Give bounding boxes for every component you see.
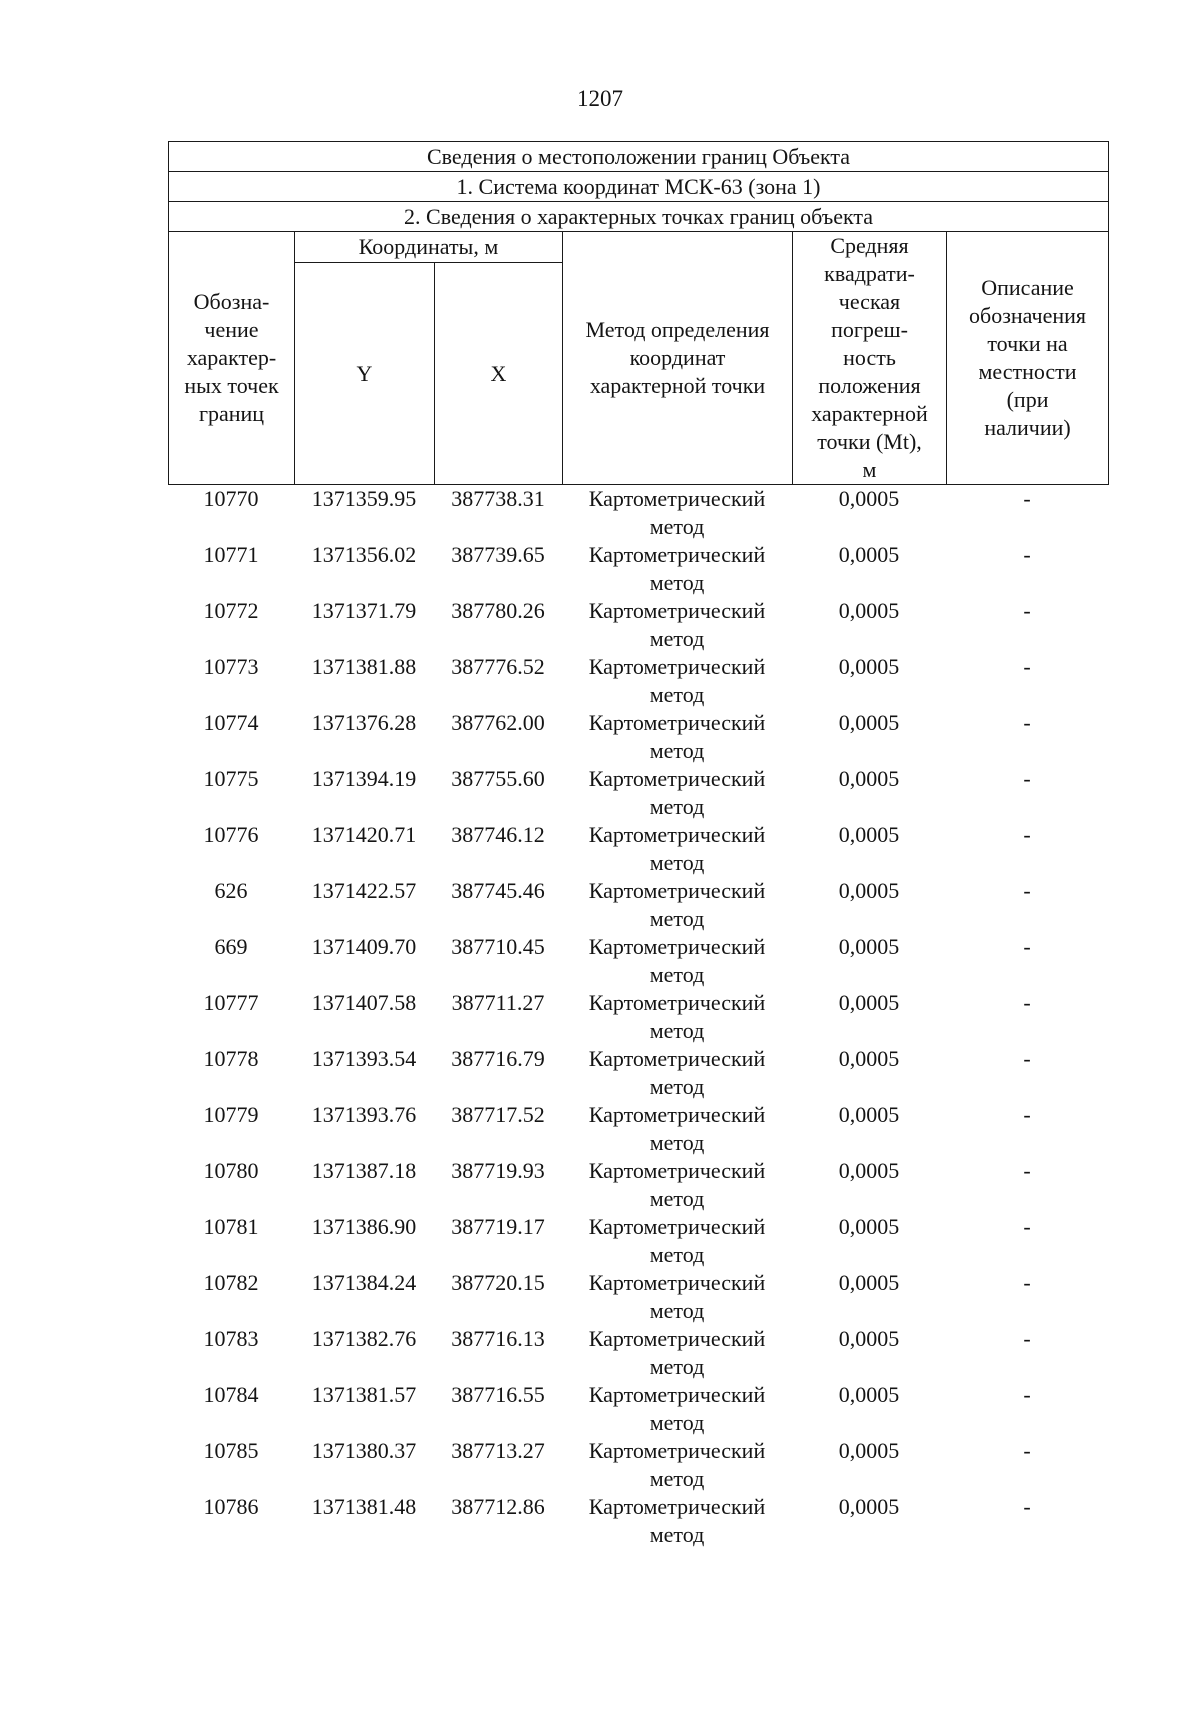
cell-method-line-2: метод bbox=[649, 570, 705, 595]
cell-error: 0,0005 bbox=[838, 486, 900, 511]
cell-method-line-1: Картометрический bbox=[588, 934, 766, 959]
cell-y: 1371359.95 bbox=[311, 486, 417, 511]
cell-method-line-1: Картометрический bbox=[588, 1102, 766, 1127]
cell-x: 387738.31 bbox=[451, 486, 545, 511]
cell-method bbox=[562, 1381, 792, 1437]
cell-x: 387746.12 bbox=[451, 822, 545, 847]
cell-x: 387716.13 bbox=[451, 1326, 545, 1351]
cell-error: 0,0005 bbox=[838, 1214, 900, 1239]
cell-method bbox=[562, 821, 792, 877]
column-description: Описание обозначения точки на местности (при наличии) bbox=[947, 232, 1109, 485]
cell-method bbox=[562, 709, 792, 765]
cell-x: 387776.52 bbox=[451, 654, 545, 679]
cell-error: 0,0005 bbox=[838, 710, 900, 735]
cell-method-line-2: метод bbox=[649, 1298, 705, 1323]
table-row bbox=[168, 1493, 1108, 1549]
cell-point: 10782 bbox=[203, 1270, 259, 1295]
cell-point: 10781 bbox=[203, 1214, 259, 1239]
table-row bbox=[168, 653, 1108, 709]
cell-method bbox=[562, 1493, 792, 1549]
boundary-points-table bbox=[168, 141, 1108, 1549]
cell-method-line-2: метод bbox=[649, 738, 705, 763]
cell-method-line-1: Картометрический bbox=[588, 1046, 766, 1071]
cell-description: - bbox=[1023, 1382, 1031, 1407]
cell-method-line-2: метод bbox=[649, 1410, 705, 1435]
cell-point: 10770 bbox=[203, 486, 259, 511]
table-row bbox=[168, 485, 1108, 541]
cell-method-line-1: Картометрический bbox=[588, 598, 766, 623]
column-method: Метод определения координат характерной точки bbox=[563, 232, 793, 485]
cell-point: 669 bbox=[214, 934, 248, 959]
cell-method-line-1: Картометрический bbox=[588, 990, 766, 1015]
cell-error: 0,0005 bbox=[838, 1046, 900, 1071]
cell-description: - bbox=[1023, 1270, 1031, 1295]
cell-x: 387755.60 bbox=[451, 766, 545, 791]
cell-error: 0,0005 bbox=[838, 934, 900, 959]
table-row bbox=[168, 709, 1108, 765]
cell-method-line-2: метод bbox=[649, 850, 705, 875]
cell-x: 387710.45 bbox=[451, 934, 545, 959]
table-row bbox=[168, 1101, 1108, 1157]
cell-description: - bbox=[1023, 878, 1031, 903]
cell-y: 1371380.37 bbox=[311, 1438, 417, 1463]
cell-x: 387720.15 bbox=[451, 1270, 545, 1295]
cell-x: 387719.93 bbox=[451, 1158, 545, 1183]
cell-method-line-1: Картометрический bbox=[588, 486, 766, 511]
cell-y: 1371381.48 bbox=[311, 1494, 417, 1519]
cell-description: - bbox=[1023, 1102, 1031, 1127]
cell-point: 10772 bbox=[203, 598, 259, 623]
cell-method bbox=[562, 933, 792, 989]
header-title: Сведения о местоположении границ Объекта bbox=[169, 142, 1109, 172]
cell-x: 387717.52 bbox=[451, 1102, 545, 1127]
cell-description: - bbox=[1023, 1494, 1031, 1519]
cell-method-line-1: Картометрический bbox=[588, 1214, 766, 1239]
cell-method bbox=[562, 485, 792, 541]
cell-description: - bbox=[1023, 766, 1031, 791]
column-x: X bbox=[435, 263, 563, 485]
column-coordinates: Координаты, м bbox=[295, 232, 563, 263]
cell-description: - bbox=[1023, 598, 1031, 623]
cell-error: 0,0005 bbox=[838, 1158, 900, 1183]
cell-method-line-2: метод bbox=[649, 1466, 705, 1491]
cell-error: 0,0005 bbox=[838, 1494, 900, 1519]
cell-method bbox=[562, 1437, 792, 1493]
cell-method bbox=[562, 597, 792, 653]
cell-method bbox=[562, 1157, 792, 1213]
cell-method-line-2: метод bbox=[649, 1522, 705, 1547]
header-section: 2. Сведения о характерных точках границ объекта bbox=[169, 202, 1109, 232]
table-row bbox=[168, 1213, 1108, 1269]
cell-method-line-1: Картометрический bbox=[588, 822, 766, 847]
cell-method-line-1: Картометрический bbox=[588, 1326, 766, 1351]
cell-error: 0,0005 bbox=[838, 598, 900, 623]
cell-point: 10784 bbox=[203, 1382, 259, 1407]
column-y: Y bbox=[295, 263, 435, 485]
table-row bbox=[168, 541, 1108, 597]
table-row bbox=[168, 1157, 1108, 1213]
cell-point: 10783 bbox=[203, 1326, 259, 1351]
cell-method-line-1: Картометрический bbox=[588, 710, 766, 735]
cell-description: - bbox=[1023, 710, 1031, 735]
cell-description: - bbox=[1023, 1438, 1031, 1463]
cell-method-line-1: Картометрический bbox=[588, 1438, 766, 1463]
cell-method-line-1: Картометрический bbox=[588, 542, 766, 567]
cell-error: 0,0005 bbox=[838, 1382, 900, 1407]
page-number: 1207 bbox=[577, 86, 623, 111]
cell-method-line-1: Картометрический bbox=[588, 1158, 766, 1183]
cell-y: 1371387.18 bbox=[311, 1158, 417, 1183]
cell-y: 1371356.02 bbox=[311, 542, 417, 567]
cell-method-line-2: метод bbox=[649, 682, 705, 707]
cell-y: 1371386.90 bbox=[311, 1214, 417, 1239]
cell-y: 1371376.28 bbox=[311, 710, 417, 735]
cell-y: 1371407.58 bbox=[311, 990, 417, 1015]
cell-point: 626 bbox=[214, 878, 248, 903]
cell-method-line-1: Картометрический bbox=[588, 654, 766, 679]
cell-point: 10779 bbox=[203, 1102, 259, 1127]
cell-y: 1371393.76 bbox=[311, 1102, 417, 1127]
cell-method-line-2: метод bbox=[649, 626, 705, 651]
table-body bbox=[168, 485, 1108, 1549]
cell-point: 10774 bbox=[203, 710, 259, 735]
cell-y: 1371371.79 bbox=[311, 598, 417, 623]
cell-method bbox=[562, 653, 792, 709]
cell-description: - bbox=[1023, 822, 1031, 847]
cell-method bbox=[562, 1101, 792, 1157]
table-row bbox=[168, 765, 1108, 821]
cell-error: 0,0005 bbox=[838, 1270, 900, 1295]
cell-error: 0,0005 bbox=[838, 1102, 900, 1127]
cell-method bbox=[562, 877, 792, 933]
cell-description: - bbox=[1023, 934, 1031, 959]
cell-y: 1371409.70 bbox=[311, 934, 417, 959]
cell-method-line-1: Картометрический bbox=[588, 1494, 766, 1519]
header-coordinate-system: 1. Система координат МСК-63 (зона 1) bbox=[169, 172, 1109, 202]
cell-method-line-1: Картометрический bbox=[588, 766, 766, 791]
cell-error: 0,0005 bbox=[838, 878, 900, 903]
cell-method bbox=[562, 541, 792, 597]
cell-method bbox=[562, 765, 792, 821]
cell-method-line-2: метод bbox=[649, 1186, 705, 1211]
cell-x: 387719.17 bbox=[451, 1214, 545, 1239]
cell-x: 387739.65 bbox=[451, 542, 545, 567]
cell-y: 1371381.57 bbox=[311, 1382, 417, 1407]
cell-point: 10777 bbox=[203, 990, 259, 1015]
cell-method-line-2: метод bbox=[649, 1242, 705, 1267]
cell-x: 387762.00 bbox=[451, 710, 545, 735]
table-row bbox=[168, 877, 1108, 933]
cell-x: 387716.79 bbox=[451, 1046, 545, 1071]
column-point-label: Обозна- чение характер- ных точек границ bbox=[169, 232, 295, 485]
cell-x: 387716.55 bbox=[451, 1382, 545, 1407]
table-header bbox=[168, 141, 1109, 485]
cell-error: 0,0005 bbox=[838, 1438, 900, 1463]
cell-method bbox=[562, 1045, 792, 1101]
cell-point: 10780 bbox=[203, 1158, 259, 1183]
cell-description: - bbox=[1023, 1158, 1031, 1183]
cell-point: 10785 bbox=[203, 1438, 259, 1463]
cell-method-line-2: метод bbox=[649, 1074, 705, 1099]
cell-method-line-2: метод bbox=[649, 1354, 705, 1379]
cell-point: 10778 bbox=[203, 1046, 259, 1071]
cell-method-line-1: Картометрический bbox=[588, 1382, 766, 1407]
cell-error: 0,0005 bbox=[838, 822, 900, 847]
cell-method-line-1: Картометрический bbox=[588, 1270, 766, 1295]
cell-x: 387711.27 bbox=[451, 990, 545, 1015]
cell-x: 387713.27 bbox=[451, 1438, 545, 1463]
cell-description: - bbox=[1023, 1046, 1031, 1071]
cell-description: - bbox=[1023, 1326, 1031, 1351]
cell-method-line-2: метод bbox=[649, 906, 705, 931]
cell-y: 1371394.19 bbox=[311, 766, 417, 791]
cell-method bbox=[562, 1213, 792, 1269]
cell-y: 1371381.88 bbox=[311, 654, 417, 679]
column-mean-error: Средняя квадрати- ческая погреш- ность положения характерной точки (Mt), м bbox=[793, 232, 947, 485]
cell-x: 387780.26 bbox=[451, 598, 545, 623]
cell-error: 0,0005 bbox=[838, 1326, 900, 1351]
cell-description: - bbox=[1023, 542, 1031, 567]
table-row bbox=[168, 821, 1108, 877]
cell-x: 387712.86 bbox=[451, 1494, 545, 1519]
cell-point: 10786 bbox=[203, 1494, 259, 1519]
cell-method-line-2: метод bbox=[649, 962, 705, 987]
cell-method-line-2: метод bbox=[649, 1018, 705, 1043]
cell-method-line-2: метод bbox=[649, 1130, 705, 1155]
cell-error: 0,0005 bbox=[838, 990, 900, 1015]
cell-y: 1371384.24 bbox=[311, 1270, 417, 1295]
cell-description: - bbox=[1023, 654, 1031, 679]
cell-error: 0,0005 bbox=[838, 766, 900, 791]
cell-y: 1371420.71 bbox=[311, 822, 417, 847]
table-row bbox=[168, 597, 1108, 653]
cell-point: 10773 bbox=[203, 654, 259, 679]
cell-point: 10776 bbox=[203, 822, 259, 847]
cell-y: 1371382.76 bbox=[311, 1326, 417, 1351]
table-row bbox=[168, 1269, 1108, 1325]
cell-description: - bbox=[1023, 486, 1031, 511]
cell-method bbox=[562, 1269, 792, 1325]
table-row bbox=[168, 1045, 1108, 1101]
cell-method-line-2: метод bbox=[649, 794, 705, 819]
cell-error: 0,0005 bbox=[838, 542, 900, 567]
table-row bbox=[168, 933, 1108, 989]
cell-error: 0,0005 bbox=[838, 654, 900, 679]
cell-method bbox=[562, 1325, 792, 1381]
cell-y: 1371422.57 bbox=[311, 878, 417, 903]
cell-point: 10771 bbox=[203, 542, 259, 567]
cell-x: 387745.46 bbox=[451, 878, 545, 903]
table-row bbox=[168, 1437, 1108, 1493]
cell-description: - bbox=[1023, 1214, 1031, 1239]
table-row bbox=[168, 1325, 1108, 1381]
cell-method bbox=[562, 989, 792, 1045]
table-row bbox=[168, 1381, 1108, 1437]
cell-y: 1371393.54 bbox=[311, 1046, 417, 1071]
cell-point: 10775 bbox=[203, 766, 259, 791]
cell-method-line-2: метод bbox=[649, 514, 705, 539]
cell-method-line-1: Картометрический bbox=[588, 878, 766, 903]
cell-description: - bbox=[1023, 990, 1031, 1015]
table-row bbox=[168, 989, 1108, 1045]
